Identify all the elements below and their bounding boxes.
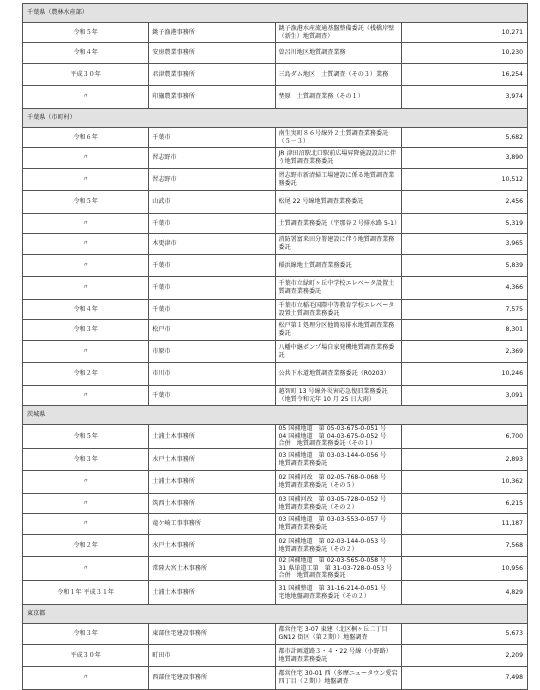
amount-cell: 5,319 [401, 214, 527, 234]
date-cell: 令和４年 [23, 43, 149, 64]
project-name-cell: 都営住宅 30-01 西（多摩ニュータウン愛宕四丁目（２期））地盤調査 [275, 667, 401, 690]
organization-cell: 常陸大宮土木事務所 [149, 557, 275, 581]
organization-cell: 西部住宅建設事務所 [149, 667, 275, 690]
table-row [23, 43, 528, 64]
date-cell: 〃 [23, 471, 149, 494]
table-row [23, 300, 528, 320]
date-cell: 令和５年 [23, 23, 149, 43]
project-name-cell: 習志野市新清掃工場建設に係る地質調査業務委託 [275, 169, 401, 191]
project-name-cell: 稲浜線地土質調査業務委託 [275, 255, 401, 277]
amount-cell: 5,682 [401, 128, 527, 148]
project-name-cell: 03 国補河改 第 03-05-728-0-052 号 地質調査業務委託（その２） [275, 494, 401, 514]
section-title: 東京都 [23, 605, 528, 624]
records-table [22, 3, 528, 690]
date-cell: 令和５年 [23, 191, 149, 214]
project-name-cell: 千葉市立緑町ヶ丘中学校エレベータ設置土質調査業務委託 [275, 277, 401, 300]
organization-cell: 千葉市 [149, 128, 275, 148]
organization-cell: 千葉市 [149, 277, 275, 300]
table-row [23, 425, 528, 449]
amount-cell: 7,498 [401, 667, 527, 690]
organization-cell: 東部住宅建設事務所 [149, 624, 275, 645]
amount-cell: 11,187 [401, 514, 527, 535]
amount-cell: 2,369 [401, 341, 527, 363]
amount-cell: 2,893 [401, 449, 527, 471]
project-name-cell: 都営住宅 3-07 東建（北区桐ヶ丘二丁目 GN12 街区（第２期））地盤調査 [275, 624, 401, 645]
organization-cell: 安房農業事務所 [149, 43, 275, 64]
project-name-cell: 埜原 土質調査業務（その１） [275, 86, 401, 109]
amount-cell: 10,230 [401, 43, 527, 64]
table-row [23, 514, 528, 535]
organization-cell: 土浦土木事務所 [149, 581, 275, 605]
project-name-cell: 02 国補地道 第 02-03-144-0-053 号 地質調査業務委託（その２） [275, 535, 401, 557]
organization-cell: 千葉市 [149, 386, 275, 406]
date-cell: 〃 [23, 86, 149, 109]
organization-cell: 千葉市 [149, 214, 275, 234]
organization-cell: 市川市 [149, 363, 275, 386]
project-name-cell: 02 国補地道 第 02-03-565-0-058 号 31 県単道工第 第 31-03-728-0-053 号 合併 地質調査業務委託 [275, 557, 401, 581]
date-cell: 〃 [23, 667, 149, 690]
date-cell: 〃 [23, 255, 149, 277]
table-row [23, 320, 528, 341]
table-row [23, 169, 528, 191]
amount-cell: 3,091 [401, 386, 527, 406]
table-row [23, 581, 528, 605]
amount-cell: 5,839 [401, 255, 527, 277]
amount-cell: 8,301 [401, 320, 527, 341]
table-row [23, 255, 528, 277]
amount-cell: 2,209 [401, 645, 527, 667]
organization-cell: 木更津市 [149, 234, 275, 255]
date-cell: 令和６年 [23, 128, 149, 148]
date-cell: 平成３０年 [23, 645, 149, 667]
section-title: 茨城県 [23, 406, 528, 425]
table-row [23, 449, 528, 471]
table-row [23, 667, 528, 690]
amount-cell: 7,575 [401, 300, 527, 320]
organization-cell: 竜ケ崎工事事務所 [149, 514, 275, 535]
project-name-cell: 31 国補整道 第 31-16-214-0-051 号 宅地地盤調査業務委託（その２） [275, 581, 401, 605]
records-table-wrapper [22, 3, 528, 690]
amount-cell: 10,246 [401, 363, 527, 386]
date-cell: 〃 [23, 234, 149, 255]
table-row [23, 277, 528, 300]
table-row [23, 494, 528, 514]
table-row [23, 128, 528, 148]
date-cell: 令和４年 [23, 300, 149, 320]
table-row [23, 23, 528, 43]
organization-cell: 筑西土木事務所 [149, 494, 275, 514]
section-header-row [23, 4, 528, 23]
date-cell: 令和１年 平成３１年 [23, 581, 149, 605]
table-row [23, 86, 528, 109]
amount-cell: 10,512 [401, 169, 527, 191]
project-name-cell: 松戸第１処理分区他簡易排水地質調査業務委託 [275, 320, 401, 341]
date-cell: 〃 [23, 341, 149, 363]
date-cell: 令和２年 [23, 363, 149, 386]
organization-cell: 町田市 [149, 645, 275, 667]
table-row [23, 645, 528, 667]
organization-cell: 千葉市 [149, 300, 275, 320]
date-cell: 〃 [23, 277, 149, 300]
project-name-cell: 八幡中継ポンプ場自家発機地質調査業務委託 [275, 341, 401, 363]
project-name-cell: 越智町 13 号線外災害応急復旧業務委託（地質令和元年 10 月 25 日大雨） [275, 386, 401, 406]
organization-cell: 習志野市 [149, 169, 275, 191]
table-row [23, 234, 528, 255]
organization-cell: 水戸土木事務所 [149, 449, 275, 471]
table-row [23, 214, 528, 234]
table-row [23, 471, 528, 494]
table-row [23, 363, 528, 386]
section-header-row [23, 605, 528, 624]
project-name-cell: 02 国補河改 第 02-05-768-0-068 号 地質調査業務委託（その５） [275, 471, 401, 494]
project-name-cell: 三島ダム地区 土質調査（その３）業務 [275, 64, 401, 86]
table-row [23, 64, 528, 86]
project-name-cell: 曽呂川地区地質調査業務 [275, 43, 401, 64]
project-name-cell: JR 津田沼駅北口駅前広場昇降施設設計に伴う地質調査業務委託 [275, 148, 401, 169]
organization-cell: 松戸市 [149, 320, 275, 341]
amount-cell: 7,568 [401, 535, 527, 557]
date-cell: 〃 [23, 386, 149, 406]
table-row [23, 341, 528, 363]
project-name-cell: 銚子漁港水産流通基盤整備委託（桟橋岸壁（新生）地質調査） [275, 23, 401, 43]
date-cell: 〃 [23, 148, 149, 169]
section-header-row [23, 406, 528, 425]
section-header-row [23, 109, 528, 128]
date-cell: 令和２年 [23, 535, 149, 557]
date-cell: 〃 [23, 214, 149, 234]
table-row [23, 557, 528, 581]
project-name-cell: 03 国補地道 第 03-03-553-0-057 号 地質調査業務委託 [275, 514, 401, 535]
organization-cell: 水戸土木事務所 [149, 535, 275, 557]
amount-cell: 6,215 [401, 494, 527, 514]
records-table-body [23, 4, 528, 690]
project-name-cell: 03 国補地道 第 03-03-144-0-056 号 地質調査業務委託 [275, 449, 401, 471]
amount-cell: 3,890 [401, 148, 527, 169]
table-row [23, 535, 528, 557]
table-row [23, 191, 528, 214]
table-row [23, 148, 528, 169]
section-title: 千葉県（市町村） [23, 109, 528, 128]
table-row [23, 386, 528, 406]
date-cell: 〃 [23, 494, 149, 514]
project-name-cell: 千葉市立稲毛国際中等教育学校エレベータ設置土質調査業務委託 [275, 300, 401, 320]
organization-cell: 土浦土木事務所 [149, 471, 275, 494]
amount-cell: 5,673 [401, 624, 527, 645]
date-cell: 令和３年 [23, 320, 149, 341]
date-cell: 令和３年 [23, 449, 149, 471]
amount-cell: 6,700 [401, 425, 527, 449]
project-name-cell: 消防署富来田分署建設に伴う地質調査業務委託 [275, 234, 401, 255]
organization-cell: 土浦土木事務所 [149, 425, 275, 449]
organization-cell: 習志野市 [149, 148, 275, 169]
organization-cell: 千葉市 [149, 255, 275, 277]
date-cell: 令和３年 [23, 624, 149, 645]
date-cell: 平成３０年 [23, 64, 149, 86]
date-cell: 令和５年 [23, 425, 149, 449]
organization-cell: 銚子漁港事務所 [149, 23, 275, 43]
project-name-cell: 都市計画道路３・４・22 号線（小野路）地質調査業務委託 [275, 645, 401, 667]
date-cell: 〃 [23, 557, 149, 581]
organization-cell: 山武市 [149, 191, 275, 214]
date-cell: 〃 [23, 514, 149, 535]
amount-cell: 3,965 [401, 234, 527, 255]
project-name-cell: 05 国補地道 第 05-03-675-0-051 号 04 国補地道 第 04-03-675-0-052 号 合併 地質調査業務委託（その１） [275, 425, 401, 449]
amount-cell: 4,366 [401, 277, 527, 300]
organization-cell: 君津農業事務所 [149, 64, 275, 86]
amount-cell: 3,974 [401, 86, 527, 109]
project-name-cell: 松尾 22 号線地質調査業務委託 [275, 191, 401, 214]
amount-cell: 2,456 [401, 191, 527, 214]
amount-cell: 16,254 [401, 64, 527, 86]
amount-cell: 10,956 [401, 557, 527, 581]
organization-cell: 市原市 [149, 341, 275, 363]
section-title: 千葉県（農林水産部） [23, 4, 528, 23]
project-name-cell: 南生実町８６号線外２土質調査業務委託（５－３） [275, 128, 401, 148]
table-row [23, 624, 528, 645]
date-cell: 〃 [23, 169, 149, 191]
amount-cell: 10,271 [401, 23, 527, 43]
amount-cell: 10,362 [401, 471, 527, 494]
organization-cell: 印旛農業事務所 [149, 86, 275, 109]
project-name-cell: 土質調査業務委託（宇那谷２号排水路 5-1） [275, 214, 401, 234]
amount-cell: 4,829 [401, 581, 527, 605]
project-name-cell: 公共下水道地質調査業務委託（R0203） [275, 363, 401, 386]
